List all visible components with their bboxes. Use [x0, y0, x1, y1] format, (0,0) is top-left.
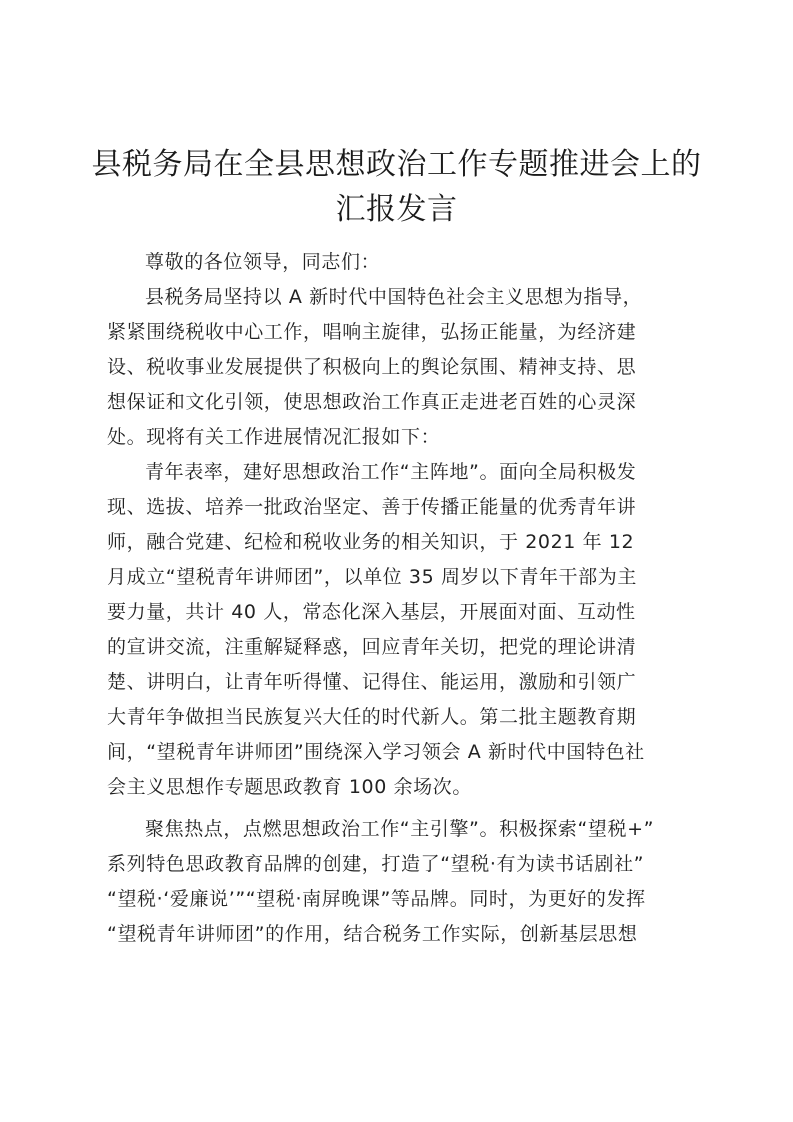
paragraph-line: 的宣讲交流，注重解疑释惑，回应青年关切，把党的理论讲清: [107, 636, 637, 658]
paragraph-line: 青年表率，建好思想政治工作“主阵地”。面向全局积极发: [145, 461, 637, 483]
paragraph-line: 会主义思想作专题思政教育 100 余场次。: [107, 776, 472, 798]
paragraph-line: 聚焦热点，点燃思想政治工作“主引擎”。积极探索“望税+”: [145, 818, 655, 840]
paragraph-line: 紧紧围绕税收中心工作，唱响主旋律，弘扬正能量，为经济建: [107, 321, 637, 343]
paragraph-line: “望税青年讲师团”的作用，结合税务工作实际，创新基层思想: [107, 923, 638, 945]
title-line-2: 汇报发言: [335, 192, 458, 227]
paragraph-line: “望税·‘爱廉说’”“望税·南屏晚课”等品牌。同时，为更好的发挥: [107, 888, 646, 910]
paragraph-spacer: [107, 805, 687, 812]
document-body: [107, 245, 687, 952]
paragraph-line: 要力量，共计 40 人，常态化深入基层，开展面对面、互动性: [107, 601, 636, 623]
paragraph-line: 想保证和文化引领，使思想政治工作真正走进老百姓的心灵深: [107, 391, 637, 413]
paragraph-line: 大青年争做担当民族复兴大任的时代新人。第二批主题教育期: [107, 706, 637, 728]
paragraph-hotspots: [107, 812, 687, 952]
paragraph-line: 楚、讲明白，让青年听得懂、记得住、能运用，激励和引领广: [107, 671, 637, 693]
salutation: [107, 245, 687, 280]
salutation-text: 尊敬的各位领导，同志们：: [145, 251, 381, 273]
paragraph-line: 县税务局坚持以 A 新时代中国特色社会主义思想为指导，: [145, 286, 643, 308]
paragraph-intro: [107, 280, 687, 455]
paragraph-line: 系列特色思政教育品牌的创建，打造了“望税·有为读书话剧社”: [107, 853, 645, 875]
paragraph-line: 月成立“望税青年讲师团”，以单位 35 周岁以下青年干部为主: [107, 566, 637, 588]
title-line-1: 县税务局在全县思想政治工作专题推进会上的: [91, 147, 702, 182]
paragraph-line: 设、税收事业发展提供了积极向上的舆论氛围、精神支持、思: [107, 356, 637, 378]
paragraph-youth-lecturers: [107, 455, 687, 805]
paragraph-line: 现、选拔、培养一批政治坚定、善于传播正能量的优秀青年讲: [107, 496, 637, 518]
document-title: [90, 142, 703, 232]
paragraph-line: 处。现将有关工作进展情况汇报如下：: [107, 426, 441, 448]
paragraph-line: 师，融合党建、纪检和税收业务的相关知识，于 2021 年 12: [107, 531, 635, 553]
paragraph-line: 间，“望税青年讲师团”围绕深入学习领会 A 新时代中国特色社: [107, 741, 645, 763]
